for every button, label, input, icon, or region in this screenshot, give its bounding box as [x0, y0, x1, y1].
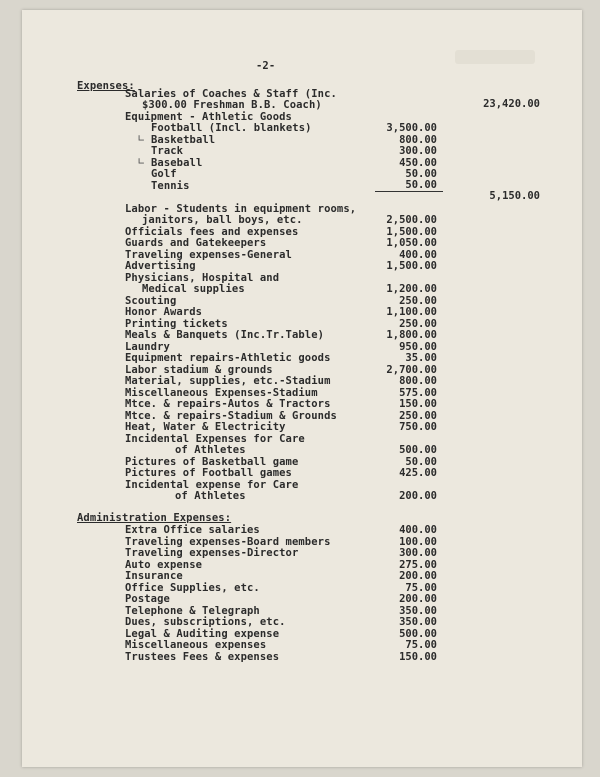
salaries-total: 23,420.00	[483, 98, 540, 110]
physicians-line-1: Physicians, Hospital and	[125, 272, 280, 284]
admin-item-label: Postage	[125, 593, 170, 605]
equipment-total: 5,150.00	[489, 190, 540, 202]
expense-item-amount: 250.00	[399, 318, 437, 330]
admin-item-amount: 350.00	[399, 616, 437, 628]
equipment-heading: Equipment - Athletic Goods	[125, 111, 292, 123]
expense-item-amount: 400.00	[399, 249, 437, 261]
expense-item-amount: 950.00	[399, 341, 437, 353]
physicians-line-2: Medical supplies	[142, 283, 245, 295]
physicians-amount: 1,200.00	[386, 283, 437, 295]
admin-item-label: Insurance	[125, 570, 183, 582]
admin-item-label: Miscellaneous expenses	[125, 639, 267, 651]
labor-amount: 2,500.00	[386, 214, 437, 226]
admin-item-label: Auto expense	[125, 559, 203, 571]
expense-item-amount: 425.00	[399, 467, 437, 479]
equipment-item-label: Tennis	[151, 180, 190, 192]
expense-item-amount: 1,100.00	[386, 306, 437, 318]
expense-item-label: Heat, Water & Electricity	[125, 421, 286, 433]
admin-item-amount: 75.00	[405, 582, 437, 594]
equipment-item-label: Track	[151, 145, 184, 157]
expense-item-label: Meals & Banquets (Inc.Tr.Table)	[125, 329, 325, 341]
expense-item-amount: 2,700.00	[386, 364, 437, 376]
expense-item-label: Guards and Gatekeepers	[125, 237, 267, 249]
expense-item-label: Advertising	[125, 260, 196, 272]
incidental-2-amount: 200.00	[399, 490, 437, 502]
admin-item-label: Telephone & Telegraph	[125, 605, 260, 617]
admin-item-amount: 200.00	[399, 570, 437, 582]
check-mark-icon: ∟	[138, 155, 145, 168]
expense-item-amount: 35.00	[405, 352, 437, 364]
equipment-item-amount: 3,500.00	[386, 122, 437, 134]
equipment-item-amount: 800.00	[399, 134, 437, 146]
expense-item-amount: 250.00	[399, 295, 437, 307]
paper-stain	[455, 50, 535, 64]
incidental-1-amount: 500.00	[399, 444, 437, 456]
expense-item-label: Mtce. & repairs-Autos & Tractors	[125, 398, 331, 410]
admin-item-label: Traveling expenses-Director	[125, 547, 299, 559]
equipment-item-amount: 300.00	[399, 145, 437, 157]
page-number: -2-	[256, 60, 276, 72]
admin-item-label: Office Supplies, etc.	[125, 582, 260, 594]
incidental-2-line-1: Incidental expense for Care	[125, 479, 299, 491]
expense-item-amount: 1,500.00	[386, 260, 437, 272]
salaries-line-1: Salaries of Coaches & Staff (Inc.	[125, 88, 337, 100]
admin-item-amount: 350.00	[399, 605, 437, 617]
salaries-line-2: $300.00 Freshman B.B. Coach)	[142, 99, 322, 111]
expense-item-amount: 1,050.00	[386, 237, 437, 249]
expense-item-label: Laundry	[125, 341, 170, 353]
admin-item-amount: 400.00	[399, 524, 437, 536]
incidental-1-line-1: Incidental Expenses for Care	[125, 433, 305, 445]
expense-item-label: Labor stadium & grounds	[125, 364, 273, 376]
administration-heading: Administration Expenses:	[77, 512, 232, 524]
expense-item-amount: 1,500.00	[386, 226, 437, 238]
admin-item-amount: 75.00	[405, 639, 437, 651]
equipment-item-amount: 450.00	[399, 157, 437, 169]
admin-item-label: Traveling expenses-Board members	[125, 536, 331, 548]
expense-item-label: Traveling expenses-General	[125, 249, 292, 261]
incidental-1-line-2: of Athletes	[175, 444, 246, 456]
expense-item-label: Pictures of Football games	[125, 467, 292, 479]
expense-item-label: Material, supplies, etc.-Stadium	[125, 375, 331, 387]
equipment-item-amount: 50.00	[405, 168, 437, 180]
expense-item-label: Miscellaneous Expenses-Stadium	[125, 387, 318, 399]
expense-item-amount: 1,800.00	[386, 329, 437, 341]
expense-item-label: Pictures of Basketball game	[125, 456, 299, 468]
expense-item-amount: 800.00	[399, 375, 437, 387]
admin-item-amount: 150.00	[399, 651, 437, 663]
expense-item-amount: 50.00	[405, 456, 437, 468]
subtotal-rule	[375, 191, 443, 192]
admin-item-amount: 275.00	[399, 559, 437, 571]
equipment-item-amount: 50.00	[405, 179, 437, 191]
expense-item-amount: 250.00	[399, 410, 437, 422]
labor-line-1: Labor - Students in equipment rooms,	[125, 203, 357, 215]
expense-item-label: Mtce. & repairs-Stadium & Grounds	[125, 410, 337, 422]
admin-item-label: Trustees Fees & expenses	[125, 651, 280, 663]
expense-item-amount: 150.00	[399, 398, 437, 410]
labor-line-2: janitors, ball boys, etc.	[142, 214, 303, 226]
admin-item-amount: 100.00	[399, 536, 437, 548]
equipment-item-label: Baseball	[151, 157, 203, 169]
admin-item-amount: 500.00	[399, 628, 437, 640]
admin-item-label: Dues, subscriptions, etc.	[125, 616, 286, 628]
expense-item-label: Scouting	[125, 295, 177, 307]
equipment-item-label: Golf	[151, 168, 177, 180]
expenses-heading: Expenses:	[77, 80, 135, 92]
expense-item-label: Officials fees and expenses	[125, 226, 299, 238]
admin-item-amount: 200.00	[399, 593, 437, 605]
check-mark-icon: ∟	[138, 132, 145, 145]
admin-item-label: Legal & Auditing expense	[125, 628, 280, 640]
incidental-2-line-2: of Athletes	[175, 490, 246, 502]
admin-item-amount: 300.00	[399, 547, 437, 559]
admin-item-label: Extra Office salaries	[125, 524, 260, 536]
expense-item-label: Equipment repairs-Athletic goods	[125, 352, 331, 364]
expense-item-amount: 750.00	[399, 421, 437, 433]
expense-item-amount: 575.00	[399, 387, 437, 399]
expense-item-label: Honor Awards	[125, 306, 203, 318]
expense-item-label: Printing tickets	[125, 318, 228, 330]
equipment-item-label: Basketball	[151, 134, 216, 146]
equipment-item-label: Football (Incl. blankets)	[151, 122, 312, 134]
